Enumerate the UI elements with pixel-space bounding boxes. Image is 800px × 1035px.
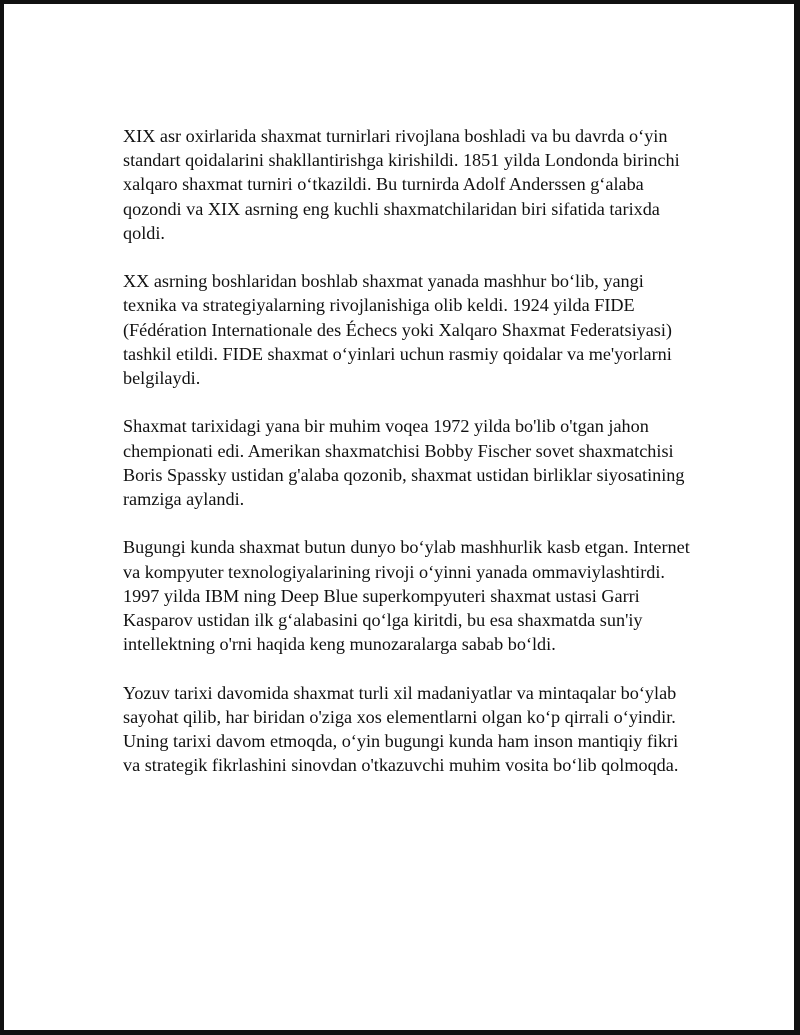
paragraph-1: XIX asr oxirlarida shaxmat turnirlari rivojlana boshladi va bu davrda oʻyin standart qoidalarini shakllantirishga kirishildi. 1851 yilda Londonda birinchi xalqaro shaxmat turniri oʻtkazildi. Bu turnirda Adolf Anderssen gʻalaba qozondi va XIX asrning eng kuchli shaxmatchilaridan biri sifatida tarixda qoldi. xyxy=(123,126,680,243)
paragraph-4: Bugungi kunda shaxmat butun dunyo boʻylab mashhurlik kasb etgan. Internet va kompyuter texnologiyalarining rivoji oʻyinni yanada ommaviylashtirdi. 1997 yilda IBM ning Deep Blue superkompyuteri shaxmat ustasi Garri Kasparov ustidan ilk gʻalabasini qoʻlga kiritdi, bu esa shaxmatda sun'iy intellektning o'rni haqida keng munozaralarga sabab boʻldi. xyxy=(123,537,690,655)
paragraph-3: Shaxmat tarixidagi yana bir muhim voqea 1972 yilda bo'lib o'tgan jahon chempionati edi. Amerikan shaxmatchisi Bobby Fischer sovet shaxmatchisi Boris Spassky ustidan g'alaba qozonib, shaxmat ustidan birliklar siyosatining ramziga aylandi. xyxy=(123,416,685,510)
paragraph-2: XX asrning boshlaridan boshlab shaxmat yanada mashhur boʻlib, yangi texnika va strategiyalarning rivojlanishiga olib keldi. 1924 yilda FIDE (Fédération Internationale des Échecs yoki Xalqaro Shaxmat Federatsiyasi) tashkil etildi. FIDE shaxmat oʻyinlari uchun rasmiy qoidalar va me'yorlarni belgilaydi. xyxy=(123,271,672,389)
paragraph-5: Yozuv tarixi davomida shaxmat turli xil madaniyatlar va mintaqalar boʻylab sayohat qilib, har biridan o'ziga xos elementlarni olgan koʻp qirrali oʻyindir. Uning tarixi davom etmoqda, oʻyin bugungi kunda ham inson mantiqiy fikri va strategik fikrlashini sinovdan o'tkazuvchi muhim vosita boʻlib qolmoqda. xyxy=(123,682,679,776)
document-body xyxy=(123,124,691,777)
